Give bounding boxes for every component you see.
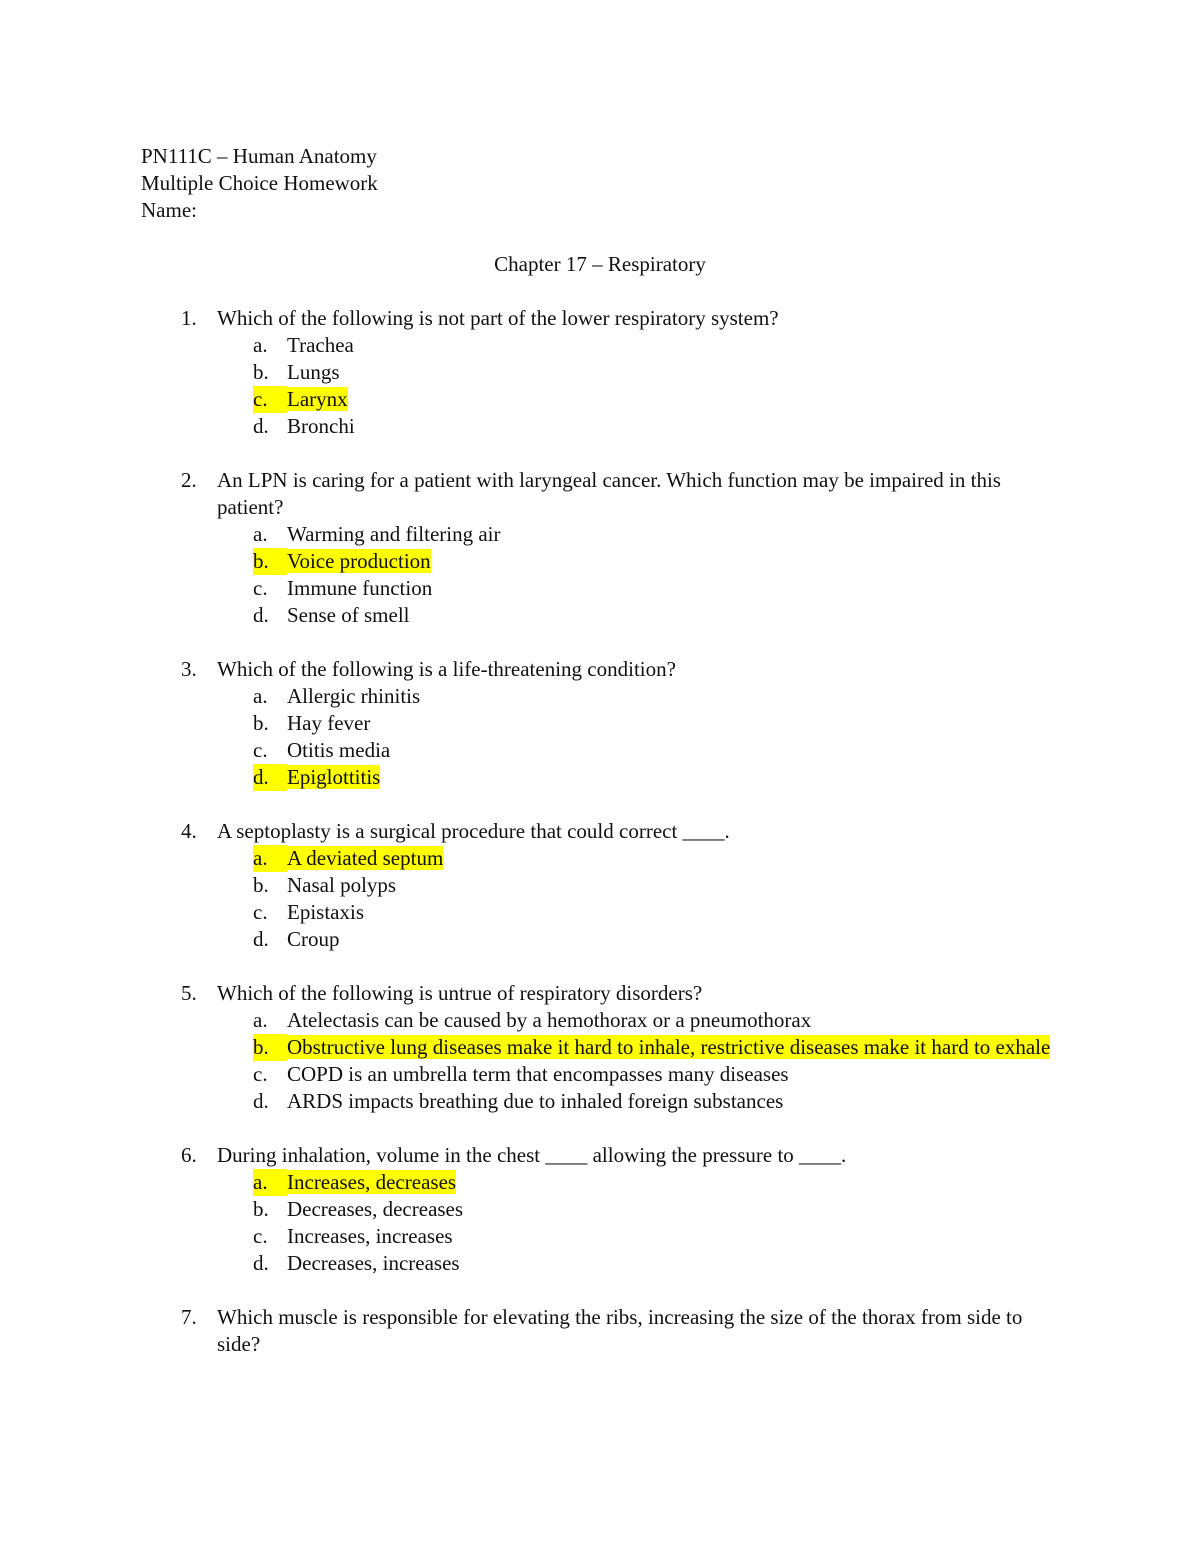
option-text: Allergic rhinitis [287,684,421,708]
option-text-container [287,872,1067,899]
answer-option [0,1061,1200,1088]
answer-option-correct [0,386,1200,413]
option-text-container [287,413,1067,440]
option-letter: b. [253,873,269,897]
option-text-container [287,1223,1067,1250]
option-text: Trachea [287,333,354,357]
question-stem [0,656,1200,683]
option-letter: b. [253,1034,287,1061]
question-stem [0,818,1200,845]
option-text: Hay fever [287,711,371,735]
question-text: Which of the following is not part of the lower respiratory system? [217,306,779,330]
answer-option [0,413,1200,440]
option-text-container [287,1007,1067,1034]
option-text-container [287,386,1067,413]
option-text: Bronchi [287,414,355,438]
answer-option [0,1250,1200,1277]
option-text-container [287,602,1067,629]
option-text: A deviated septum [287,846,444,870]
question-4 [0,818,1200,953]
question-stem [0,1142,1200,1169]
option-text: Epiglottitis [287,765,381,789]
option-letter: a. [253,1169,287,1196]
answer-option [0,872,1200,899]
course-title: PN111C – Human Anatomy [141,144,377,168]
answer-option [0,521,1200,548]
question-stem [0,1304,1200,1358]
assignment-title: Multiple Choice Homework [141,171,378,195]
option-letter: c. [253,1062,268,1086]
option-text-container [287,1169,1067,1196]
question-number: 4. [181,819,197,843]
question-stem [0,980,1200,1007]
question-text: Which of the following is untrue of respiratory disorders? [217,981,703,1005]
question-number: 2. [181,468,197,492]
answer-option [0,332,1200,359]
option-letter: c. [253,900,268,924]
option-text: Immune function [287,576,433,600]
question-3 [0,656,1200,791]
option-text: Nasal polyps [287,873,397,897]
answer-option [0,1223,1200,1250]
option-text-container [287,521,1067,548]
answer-option [0,710,1200,737]
question-list [0,305,1200,1385]
answer-option [0,899,1200,926]
answer-option-correct [0,548,1200,575]
question-number: 1. [181,306,197,330]
question-stem [0,467,1200,521]
option-letter: c. [253,738,268,762]
option-text: Larynx [287,387,348,411]
option-text: Voice production [287,549,431,573]
question-number: 7. [181,1305,197,1329]
option-text: Lungs [287,360,340,384]
option-text: ARDS impacts breathing due to inhaled foreign substances [287,1089,784,1113]
option-letter: d. [253,927,269,951]
option-text: Increases, increases [287,1224,453,1248]
option-letter: a. [253,522,268,546]
answer-option [0,737,1200,764]
answer-option [0,1088,1200,1115]
option-text: Decreases, decreases [287,1197,464,1221]
question-number: 5. [181,981,197,1005]
answer-option-correct [0,845,1200,872]
option-text: Sense of smell [287,603,410,627]
answer-option-correct [0,1169,1200,1196]
option-letter: a. [253,845,287,872]
document-header [141,143,378,224]
question-text: Which of the following is a life-threatening condition? [217,657,676,681]
option-text: Otitis media [287,738,391,762]
question-5 [0,980,1200,1115]
option-text-container [287,710,1067,737]
option-text-container [287,899,1067,926]
option-text: COPD is an umbrella term that encompasses many diseases [287,1062,789,1086]
option-text-container [287,1088,1067,1115]
option-text-container [287,1061,1067,1088]
option-text-container [287,548,1067,575]
chapter-title: Chapter 17 – Respiratory [494,252,706,276]
option-text-container [287,926,1067,953]
option-letter: b. [253,711,269,735]
option-letter: b. [253,1197,269,1221]
answer-option [0,575,1200,602]
answer-option [0,602,1200,629]
option-text: Obstructive lung diseases make it hard to inhale, restrictive diseases make it hard to exhale [287,1035,1051,1059]
option-text: Increases, decreases [287,1170,457,1194]
option-text-container [287,575,1067,602]
option-letter: d. [253,414,269,438]
option-letter: c. [253,1224,268,1248]
option-text: Croup [287,927,340,951]
answer-option-correct [0,764,1200,791]
option-text-container [287,683,1067,710]
option-text-container [287,1250,1067,1277]
question-7 [0,1304,1200,1358]
question-stem [0,305,1200,332]
question-text: A septoplasty is a surgical procedure that could correct ____. [217,819,730,843]
answer-option [0,1196,1200,1223]
question-1 [0,305,1200,440]
answer-option [0,683,1200,710]
answer-option-correct [0,1034,1200,1061]
option-text: Warming and filtering air [287,522,501,546]
option-text-container [287,1034,1067,1061]
option-text: Epistaxis [287,900,364,924]
answer-option [0,926,1200,953]
question-text: An LPN is caring for a patient with laryngeal cancer. Which function may be impaired in this patient? [217,468,1001,519]
question-2 [0,467,1200,629]
option-letter: d. [253,1251,269,1275]
option-text-container [287,737,1067,764]
option-letter: b. [253,548,287,575]
option-text-container [287,845,1067,872]
option-letter: c. [253,576,268,600]
option-text-container [287,359,1067,386]
option-letter: b. [253,360,269,384]
question-6 [0,1142,1200,1277]
question-number: 3. [181,657,197,681]
option-text-container [287,332,1067,359]
option-letter: c. [253,386,287,413]
option-text-container [287,1196,1067,1223]
answer-option [0,1007,1200,1034]
question-number: 6. [181,1143,197,1167]
option-text: Atelectasis can be caused by a hemothorax or a pneumothorax [287,1008,812,1032]
name-label: Name: [141,198,197,222]
option-letter: a. [253,333,268,357]
option-letter: a. [253,1008,268,1032]
question-text: During inhalation, volume in the chest ____ allowing the pressure to ____. [217,1143,847,1167]
option-letter: d. [253,1089,269,1113]
question-text: Which muscle is responsible for elevating the ribs, increasing the size of the thorax from side to side? [217,1305,1023,1356]
answer-option [0,359,1200,386]
option-letter: d. [253,764,287,791]
option-text: Decreases, increases [287,1251,460,1275]
option-letter: a. [253,684,268,708]
option-text-container [287,764,1067,791]
option-letter: d. [253,603,269,627]
